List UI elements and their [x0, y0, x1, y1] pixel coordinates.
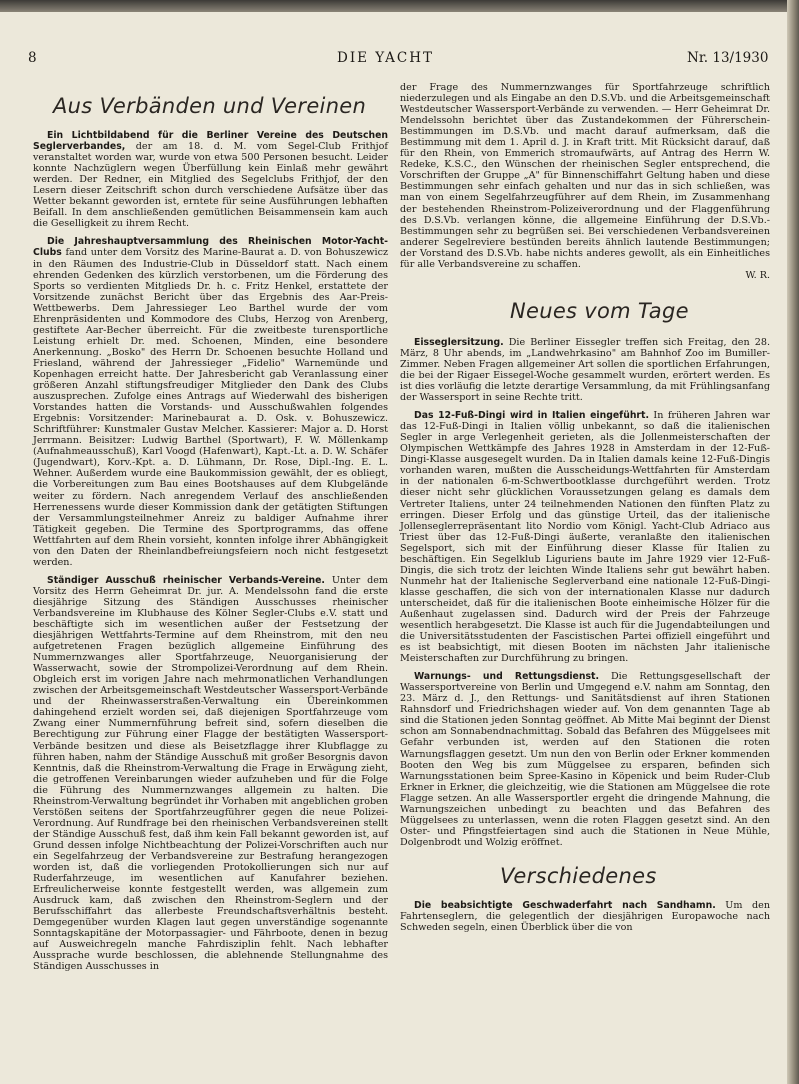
issue-number: Nr. 13/1930 [687, 50, 769, 66]
article-body: In früheren Jahren war das 12-Fuß-Dingi in Italien völlig unbekannt, so daß die italienischen Segler in arge Verlegenheit gerieten, als die Jollenmeisterschaften der Olympischen Wettkämpfe des Jahres 1928 in Amsterdam in der 12-Fuß-Dingi-Klasse ausgesegelt wurden. Da in Italien damals keine 12-Fuß-Dingis vorhanden waren, mußten die Ausscheidungs-Wettfahrten für Amsterdam in der nationalen 6-m-Schwertbootklasse durchgeführt werden. Trotz dieser nicht sehr glücklichen Voraussetzungen gelang es damals dem Vertreter Italiens, unter 24 teilnehmenden Nationen den fünften Platz zu erringen. Dieser Erfolg und das günstige Urteil, das der italienische Jollenseglerrepräsentant lito Nordio vom Königl. Yacht-Club Adriaco aus Triest über das 12-Fuß-Dingi äußerte, veranlaßte den italienischen Segelsport, sich mit der Einführung dieser Klasse für Italien zu beschäftigen. Ein Segelklub Liguriens baute im Jahre 1929 vier 12-Fuß-Dingis, die sich trotz der leichten Winde Italiens sehr gut bewährt haben. Nunmehr hat der Italienische Seglerverband eine nationale 12-Fuß-Dingi-klasse geschaffen, die sich von der internationalen Klasse nur dadurch unterscheidet, daß für die italienischen Boote einheimische Hölzer für die Außenhaut zugelassen sind. Dadurch wird der Preis der Fahrzeuge wesentlich herabgesetzt. Die Klasse ist auch für die Jugendabteilungen und die Universitätsstudenten der Fascistischen Partei offiziell eingeführt und es ist beabsichtigt, mit diesen Booten im nächsten Jahr italienische Meisterschaften zur Durchführung zu bringen. [400, 410, 770, 665]
article-lead: Ein Lichtbildabend für die Berliner Vereine des Deutschen Seglerverbandes, [33, 130, 388, 153]
page-number: 8 [28, 50, 37, 66]
article-lead: Das 12-Fuß-Dingi wird in Italien eingeführt. [414, 410, 649, 422]
article-body: Die Rettungsgesellschaft der Wassersportvereine von Berlin und Umgegend e.V. nahm am Sonntag, den 23. März d. J., den Rettungs- und Sanitätsdienst auf ihren Stationen Rahnsdorf und Friedrichshagen wieder auf. Von dem genannten Tage ab sind die Stationen jeden Sonntag geöffnet. Ab Mitte Mai beginnt der Dienst schon am Sonnabendnachmittag. Sobald das Befahren des Müggelsees mit Gefahr verbunden ist, werden auf den Stationen die roten Warnungsflaggen gesetzt. Um nun den von Berlin oder Erkner kommenden Booten den Weg bis zum Müggelsee zu ersparen, befinden sich Warnungsstationen beim Spree-Kasino in Köpenick und beim Ruder-Club Erkner in Erkner, die gleichzeitig, wie die Stationen am Müggelsee die rote Flagge setzen. An alle Wassersportler ergeht die dringende Mahnung, die Warnungszeichen unbedingt zu beachten und das Befahren des Müggelsees zu unterlassen, wenn die roten Flaggen gesetzt sind. An den Oster- und Pfingstfeiertagen sind auch die Stationen in Neue Mühle, Dolgenbrodt und Wolzig eröffnet. [400, 671, 770, 848]
article-12-fuss-dingi [400, 410, 770, 664]
section-title-neues: Neues vom Tage [510, 298, 689, 323]
article-body: Unter dem Vorsitz des Herrn Geheimrat Dr. jur. A. Mendelssohn fand die erste diesjährige Sitzung des Ständigen Ausschusses rheinischer Verbandsvereine im Klubhause des Kölner Segler-Clubs e.V. statt und beschäftigte sich im wesentlichen außer der Festsetzung der diesjährigen Wettfahrts-Termine auf dem Rheinstrom, mit den neu aufgetretenen Fragen bezüglich allgemeine Einführung des Nummernzwanges aller Sportfahrzeuge, Neuorganisierung der Wasserwacht, sowie der Strompolizei-Verordnung auf dem Rhein. Obgleich erst im vorigen Jahre nach mehrmonatlichen Verhandlungen zwischen der Arbeitsgemeinschaft Westdeutscher Wassersport-Verbände und der Rheinwasserstraßen-Verwaltung ein Übereinkommen dahingehend erzielt worden sei, daß diejenigen Sportfahrzeuge vom Zwang einer Nummernführung befreit sind, sofern dieselben die Berechtigung zur Führung einer Flagge der bestätigten Wassersport-Verbände besitzen und diese als Beisetzflagge ihrer Klubflagge zu führen haben, nahm der Ständige Ausschuß mit großer Besorgnis davon Kenntnis, daß die Rheinstrom-Verwaltung die Frage in Erwägung zieht, die getroffenen Vereinbarungen wieder aufzuheben und für die Folge die Führung des Nummernzwanges allgemein zu halten. Die Rheinstrom-Verwaltung begründet ihr Vorhaben mit angeblichen groben Verstößen seitens der Sportfahrzeugführer gegen die neue Polizei-Verordnung. Auf Rundfrage bei den rheinischen Verbandsvereinen stellt der Ständige Ausschuß fest, daß ihm kein Fall bekannt geworden ist, auf Grund dessen infolge Nichtbeachtung der Polizei-Vorschriften auch nur ein Segelfahrzeug der Verbandsvereine zur Bestrafung herangezogen worden ist, daß die vorliegenden Protokollierungen sich nur auf Ruderfahrzeuge, im wesentlichen auf Kanufahrer beziehen. Erfreulicherweise konnte festgestellt werden, was allgemein zum Ausdruck kam, daß zwischen den Rheinstrom-Seglern und der Berufsschiffahrt das allerbeste Freundschaftsverhältnis besteht. Demgegenüber wurden Klagen laut gegen unverständige sogenannte Sonntagskapitäne der Motorpassagier- und Fährboote, denen in bezug auf Ausweichregeln manche Fahrdisziplin fehlt. Nach lebhafter Aussprache wurde beschlossen, die ablehnende Stellungnahme des Ständigen Ausschusses in [33, 574, 388, 973]
article-lead: Ständiger Ausschuß rheinischer Verbands-Vereine. [47, 574, 325, 586]
magazine-title: DIE YACHT [337, 50, 435, 66]
right-column [400, 82, 770, 940]
section-title-verbaende: Aus Verbänden und Vereinen [53, 94, 367, 118]
article-lead: Eisseglersitzung. [414, 336, 504, 348]
article-geschwaderfahrt [400, 900, 770, 933]
article-lead: Die beabsichtigte Geschwaderfahrt nach Sandhamn. [414, 899, 716, 911]
scan-top-shadow [0, 0, 799, 12]
scan-page-edge [787, 0, 799, 1084]
section-header-neues [510, 299, 770, 323]
article-warnungsdienst [400, 671, 770, 848]
article-lead: Die Jahreshauptversammlung des Rheinischen Motor-Yacht-Clubs [33, 236, 388, 259]
article-lichtbildabend [33, 130, 388, 229]
section-header-verschiedenes [500, 864, 770, 888]
article-jahreshauptversammlung [33, 236, 388, 567]
article-body: der am 18. d. M. vom Segel-Club Frithjof veranstaltet worden war, wurde von etwa 500 Personen besucht. Leider konnte Nachzüglern wegen Überfüllung kein Einlaß mehr gewährt werden. Der Redner, ein Mitglied des Segelclubs Frithjof, der den Lesern dieser Zeitschrift schon durch verschiedene Aufsätze über das Wetter bekannt geworden ist, erntete für seine Ausführungen lebhaften Beifall. In dem anschließenden gemütlichen Beisammensein kam auch die Geselligkeit zu ihrem Recht. [33, 141, 388, 230]
article-body: Die Berliner Eissegler treffen sich Freitag, den 28. März, 8 Uhr abends, im „Landwehrkasino" am Bahnhof Zoo im Bumiller-Zimmer. Neben Fragen allgemeiner Art sollen die sportlichen Erfahrungen, die bei der Rigaer Eissegel-Woche gesammelt wurden, erörtert werden. Es ist dies vorläufig die letzte derartige Versammlung, da mit Frühlingsanfang der Wassersport in seine Rechte tritt. [400, 336, 770, 404]
article-signature: W. R. [745, 269, 770, 281]
article-lead: Warnungs- und Rettungsdienst. [414, 671, 599, 683]
article-body: der Frage des Nummernzwanges für Sportfahrzeuge schriftlich niederzulegen und als Eingabe an den D.S.Vb. und die Arbeitsgemeinschaft Westdeutscher Wassersport-Verbände zu verwenden. — Herr Geheimrat Dr. Mendelssohn berichtet über das Zustandekommen der Führerschein-Bestimmungen im D.S.Vb. und macht darauf aufmerksam, daß die Bestimmung mit dem 1. April d. J. in Kraft tritt. Mit Rücksicht darauf, daß für den Rhein, von Emmerich stromaufwärts, auf Antrag des Herrn W. Redeke, K.S.C., den Wünschen der rheinischen Segler entsprechend, die Vorschriften der Gruppe „A" für Binnenschiffahrt Geltung haben und diese Bestimmungen sehr einfach gehalten und nur das in sich schließen, was man von einem Segelfahrzeugführer auf dem Rhein, im Zusammenhang der bestehenden Rheinstrom-Polizeiverordnung und der Flaggenführung des D.S.Vb. verlangen könne, die allgemeine Einführung der D.S.Vb.-Bestimmungen sehr zu begrüßen sei. Bei verschiedenen Verbandsvereinen anderer Segelreviere bestünden bereits ähnlich lautende Bestimmungen; der Vorstand des D.S.Vb. habe nichts anderes gewollt, als ein Einheitliches für alle Verbandsvereine zu schaffen. [400, 82, 770, 270]
article-staendiger-ausschuss [33, 575, 388, 973]
section-title-verschiedenes: Verschiedenes [500, 863, 657, 888]
article-body: fand unter dem Vorsitz des Marine-Baurat a. D. von Bohuszewicz in den Räumen des Industrie-Club in Düsseldorf statt. Nach einem ehrenden Gedenken des kürzlich verstorbenen, um die Förderung des Sports so verdienten Mitglieds Dr. h. c. Fritz Henkel, erstattete der Vorsitzende zunächst Bericht über das Ergebnis des Aar-Preis-Wettbewerbs. Dem Jahressieger Leo Barthel wurde der vom Ehrenpräsidenten und Kommodore des Clubs, Herzog von Arenberg, gestiftete Aar-Becher überreicht. Für die zweitbeste turensportliche Leistung erhielt Dr. med. Schoenen, Minden, eine besondere Anerkennung. „Bosko" des Herrn Dr. Schoenen besuchte Holland und Friesland, während der Jahressieger „Fidelio" Warnemünde und Kopenhagen erreicht hatte. Der Jahresbericht gab Veranlassung einer größeren Anzahl stiftungsfreudiger Mitglieder den Dank des Clubs auszusprechen. Zufolge eines Antrags auf Wiederwahl des bisherigen Vorstandes hatten die Vorstands- und Ausschußwahlen folgendes Ergebnis: Vorsitzender: Marinebaurat a. D. Osk. v. Bohuszewicz. Schriftführer: Kunstmaler Gustav Melcher. Kassierer: Major a. D. Horst Jerrmann. Beisitzer: Ludwig Barthel (Sportwart), F. W. Möllenkamp (Aufnahmeausschuß), Karl Voogd (Hafenwart), Kapt.-Lt. a. D. W. Schäfer (Jugendwart), Korv.-Kpt. a. D. Lühmann, Dr. Rose, Dipl.-Ing. E. L. Wehner. Außerdem wurde eine Baukommission gewählt, der es obliegt, die Vorbereitungen zum Bau eines Bootshauses auf dem Klubgelände weiter zu fördern. Nach anregendem Verlauf des anschließenden Herrenessens wurde dieser Kommission dank der getätigten Stiftungen der Versammlungsteilnehmer Anreiz zu baldiger Aufnahme ihrer Tätigkeit gegeben. Die Termine des Sportprogramms, das offene Wettfahrten auf dem Rhein vorsieht, konnten infolge ihrer Abhängigkeit von den Daten der Rheinlandbefreiungsfeiern noch nicht festgesetzt werden. [33, 247, 388, 568]
article-eisseglersitzung [400, 337, 770, 403]
left-column [33, 78, 388, 979]
article-staendiger-ausschuss-continued [400, 82, 770, 281]
article-body: Um den Fahrtenseglern, die gelegentlich der diesjährigen Europawoche nach Schweden segeln, einen Überblick über die von [400, 899, 770, 934]
